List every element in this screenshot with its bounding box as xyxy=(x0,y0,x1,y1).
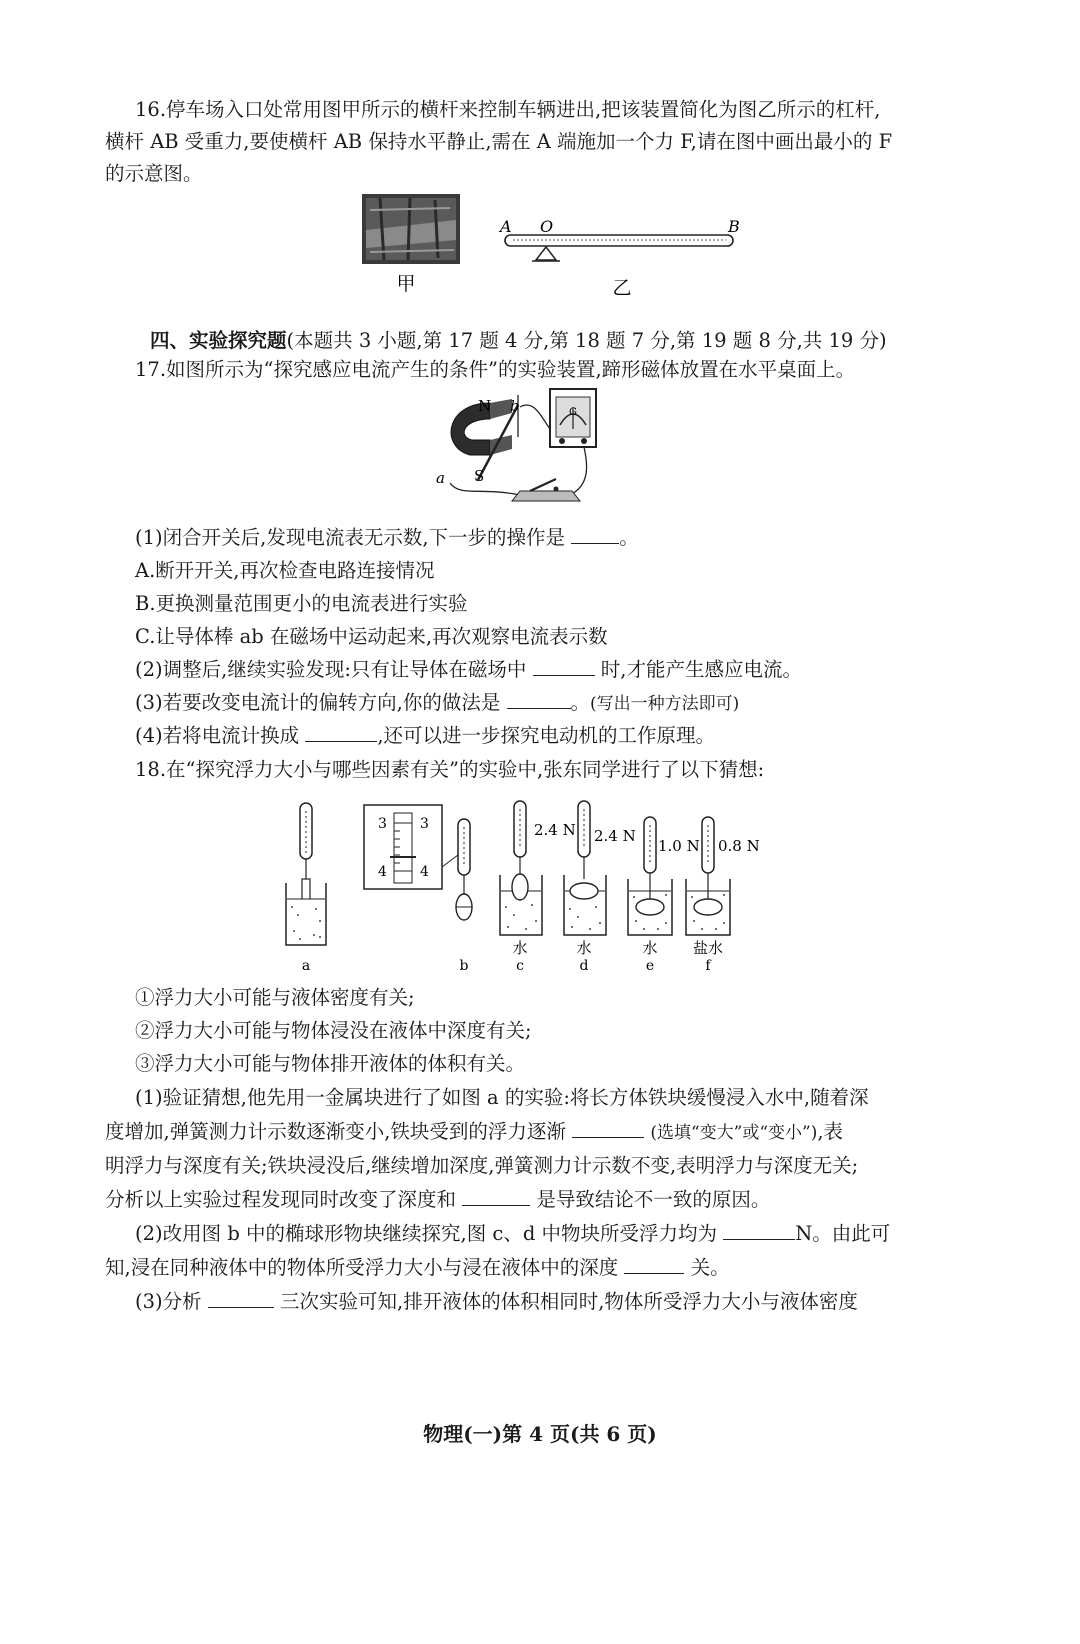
q18-part3: (3)分析 三次实验可知,排开液体的体积相同时,物体所受浮力大小与液体密度 xyxy=(135,1287,858,1317)
q17-stem: 17.如图所示为“探究感应电流产生的条件”的实验装置,蹄形磁体放置在水平桌面上。 xyxy=(135,358,856,381)
q18-blank2[interactable] xyxy=(462,1185,530,1206)
reading-e: 1.0 N xyxy=(658,837,700,855)
magnet-n: N xyxy=(478,397,492,415)
rod-b: b xyxy=(510,397,520,415)
scale-mark-3-right: 3 xyxy=(420,816,429,832)
reading-d: 2.4 N xyxy=(594,827,636,845)
q17-option-b: B.更换测量范围更小的电流表进行实验 xyxy=(135,592,468,615)
q18-guess3: ③浮力大小可能与物体排开液体的体积有关。 xyxy=(135,1052,526,1075)
q18-part2-line2: 知,浸在同种液体中的物体所受浮力大小与浸在液体中的深度 关。 xyxy=(105,1253,730,1283)
q16-line3: 的示意图。 xyxy=(105,162,203,185)
fig-jia-label: 甲 xyxy=(396,273,416,295)
lever-fulcrum xyxy=(536,247,556,260)
q18-blank4[interactable] xyxy=(624,1253,684,1274)
q18-part1-line3: 明浮力与深度有关;铁块浸没后,继续增加深度,弹簧测力计示数不变,表明浮力与深度无关; xyxy=(105,1154,859,1177)
liquid-f: 盐水 xyxy=(692,939,724,957)
reading-f: 0.8 N xyxy=(718,837,760,855)
section4-heading xyxy=(150,325,887,353)
scale-mark-4-left: 4 xyxy=(378,864,387,880)
scale-mark-4-right: 4 xyxy=(420,864,429,880)
scale-closeup xyxy=(364,805,458,889)
label-c: c xyxy=(516,958,524,974)
label-e: e xyxy=(645,958,655,974)
q18-part2-line1: (2)改用图 b 中的椭球形物块继续探究,图 c、d 中物块所受浮力均为 N。由此可 xyxy=(135,1219,890,1249)
galvanometer-g: G xyxy=(569,407,577,418)
q18-blank1[interactable] xyxy=(572,1117,644,1138)
q17-blank1[interactable] xyxy=(571,523,619,544)
q18-figure xyxy=(278,795,798,975)
q17-part3: (3)若要改变电流计的偏转方向,你的做法是 。(写出一种方法即可) xyxy=(135,688,739,719)
q17-option-c: C.让导体棒 ab 在磁场中运动起来,再次观察电流表示数 xyxy=(135,625,608,648)
q18-blank5[interactable] xyxy=(208,1287,274,1308)
q18-blank3[interactable] xyxy=(723,1219,795,1240)
galvanometer xyxy=(550,389,596,447)
switch xyxy=(512,479,580,501)
scale-mark-3-left: 3 xyxy=(378,816,387,832)
q17-blank3[interactable] xyxy=(507,688,571,709)
q18-part1-line4: 分析以上实验过程发现同时改变了深度和 是导致结论不一致的原因。 xyxy=(105,1185,770,1215)
point-a: A xyxy=(500,217,512,236)
setup-b xyxy=(456,819,472,920)
setup-a xyxy=(286,803,326,945)
q17-part2: (2)调整后,继续实验发现:只有让导体在磁场中 时,才能产生感应电流。 xyxy=(135,655,802,685)
liquid-e: 水 xyxy=(642,939,658,957)
fig-yi-label: 乙 xyxy=(612,277,632,299)
point-b: B xyxy=(728,217,740,236)
label-b: b xyxy=(459,958,469,974)
reading-c: 2.4 N xyxy=(534,821,576,839)
section4-desc: (本题共 3 小题,第 17 题 4 分,第 18 题 7 分,第 19 题 8 分,共 19 分) xyxy=(286,329,887,352)
q16-line2: 横杆 AB 受重力,要使横杆 AB 保持水平静止,需在 A 端施加一个力 F,请在图中画出最小的 F xyxy=(105,130,893,153)
photo-jia xyxy=(362,194,460,264)
liquid-c: 水 xyxy=(512,939,528,957)
label-a: a xyxy=(301,958,311,974)
q17-blank2[interactable] xyxy=(533,655,595,676)
lever-bar xyxy=(505,235,733,246)
q17-blank4[interactable] xyxy=(305,721,377,742)
q17-figure xyxy=(420,385,620,525)
point-o: O xyxy=(540,217,554,236)
q18-stem: 18.在“探究浮力大小与哪些因素有关”的实验中,张东同学进行了以下猜想: xyxy=(135,758,765,781)
q18-guess2: ②浮力大小可能与物体浸没在液体中深度有关; xyxy=(135,1019,532,1042)
q18-guess1: ①浮力大小可能与液体密度有关; xyxy=(135,986,415,1009)
magnet-s: S xyxy=(474,467,485,485)
label-f: f xyxy=(705,958,711,974)
q18-part1-line1: (1)验证猜想,他先用一金属块进行了如图 a 的实验:将长方体铁块缓慢浸入水中,随着深 xyxy=(135,1086,869,1109)
q16-line1: 16.停车场入口处常用图甲所示的横杆来控制车辆进出,把该装置简化为图乙所示的杠杆, xyxy=(135,98,881,121)
liquid-d: 水 xyxy=(576,939,592,957)
section4-title: 四、实验探究题 xyxy=(150,329,287,352)
q16-figures xyxy=(350,190,770,305)
setup-f xyxy=(686,817,730,935)
page-footer: 物理(一)第 4 页(共 6 页) xyxy=(423,1422,657,1446)
q17-part1: (1)闭合开关后,发现电流表无示数,下一步的操作是 。 xyxy=(135,523,639,553)
label-d: d xyxy=(579,958,589,974)
q18-part1-line2: 度增加,弹簧测力计示数逐渐变小,铁块受到的浮力逐渐 (选填“变大”或“变小”),表 xyxy=(105,1117,843,1148)
q17-part4: (4)若将电流计换成 ,还可以进一步探究电动机的工作原理。 xyxy=(135,721,715,751)
rod-a: a xyxy=(436,469,445,487)
q17-option-a: A.断开开关,再次检查电路连接情况 xyxy=(135,559,435,582)
